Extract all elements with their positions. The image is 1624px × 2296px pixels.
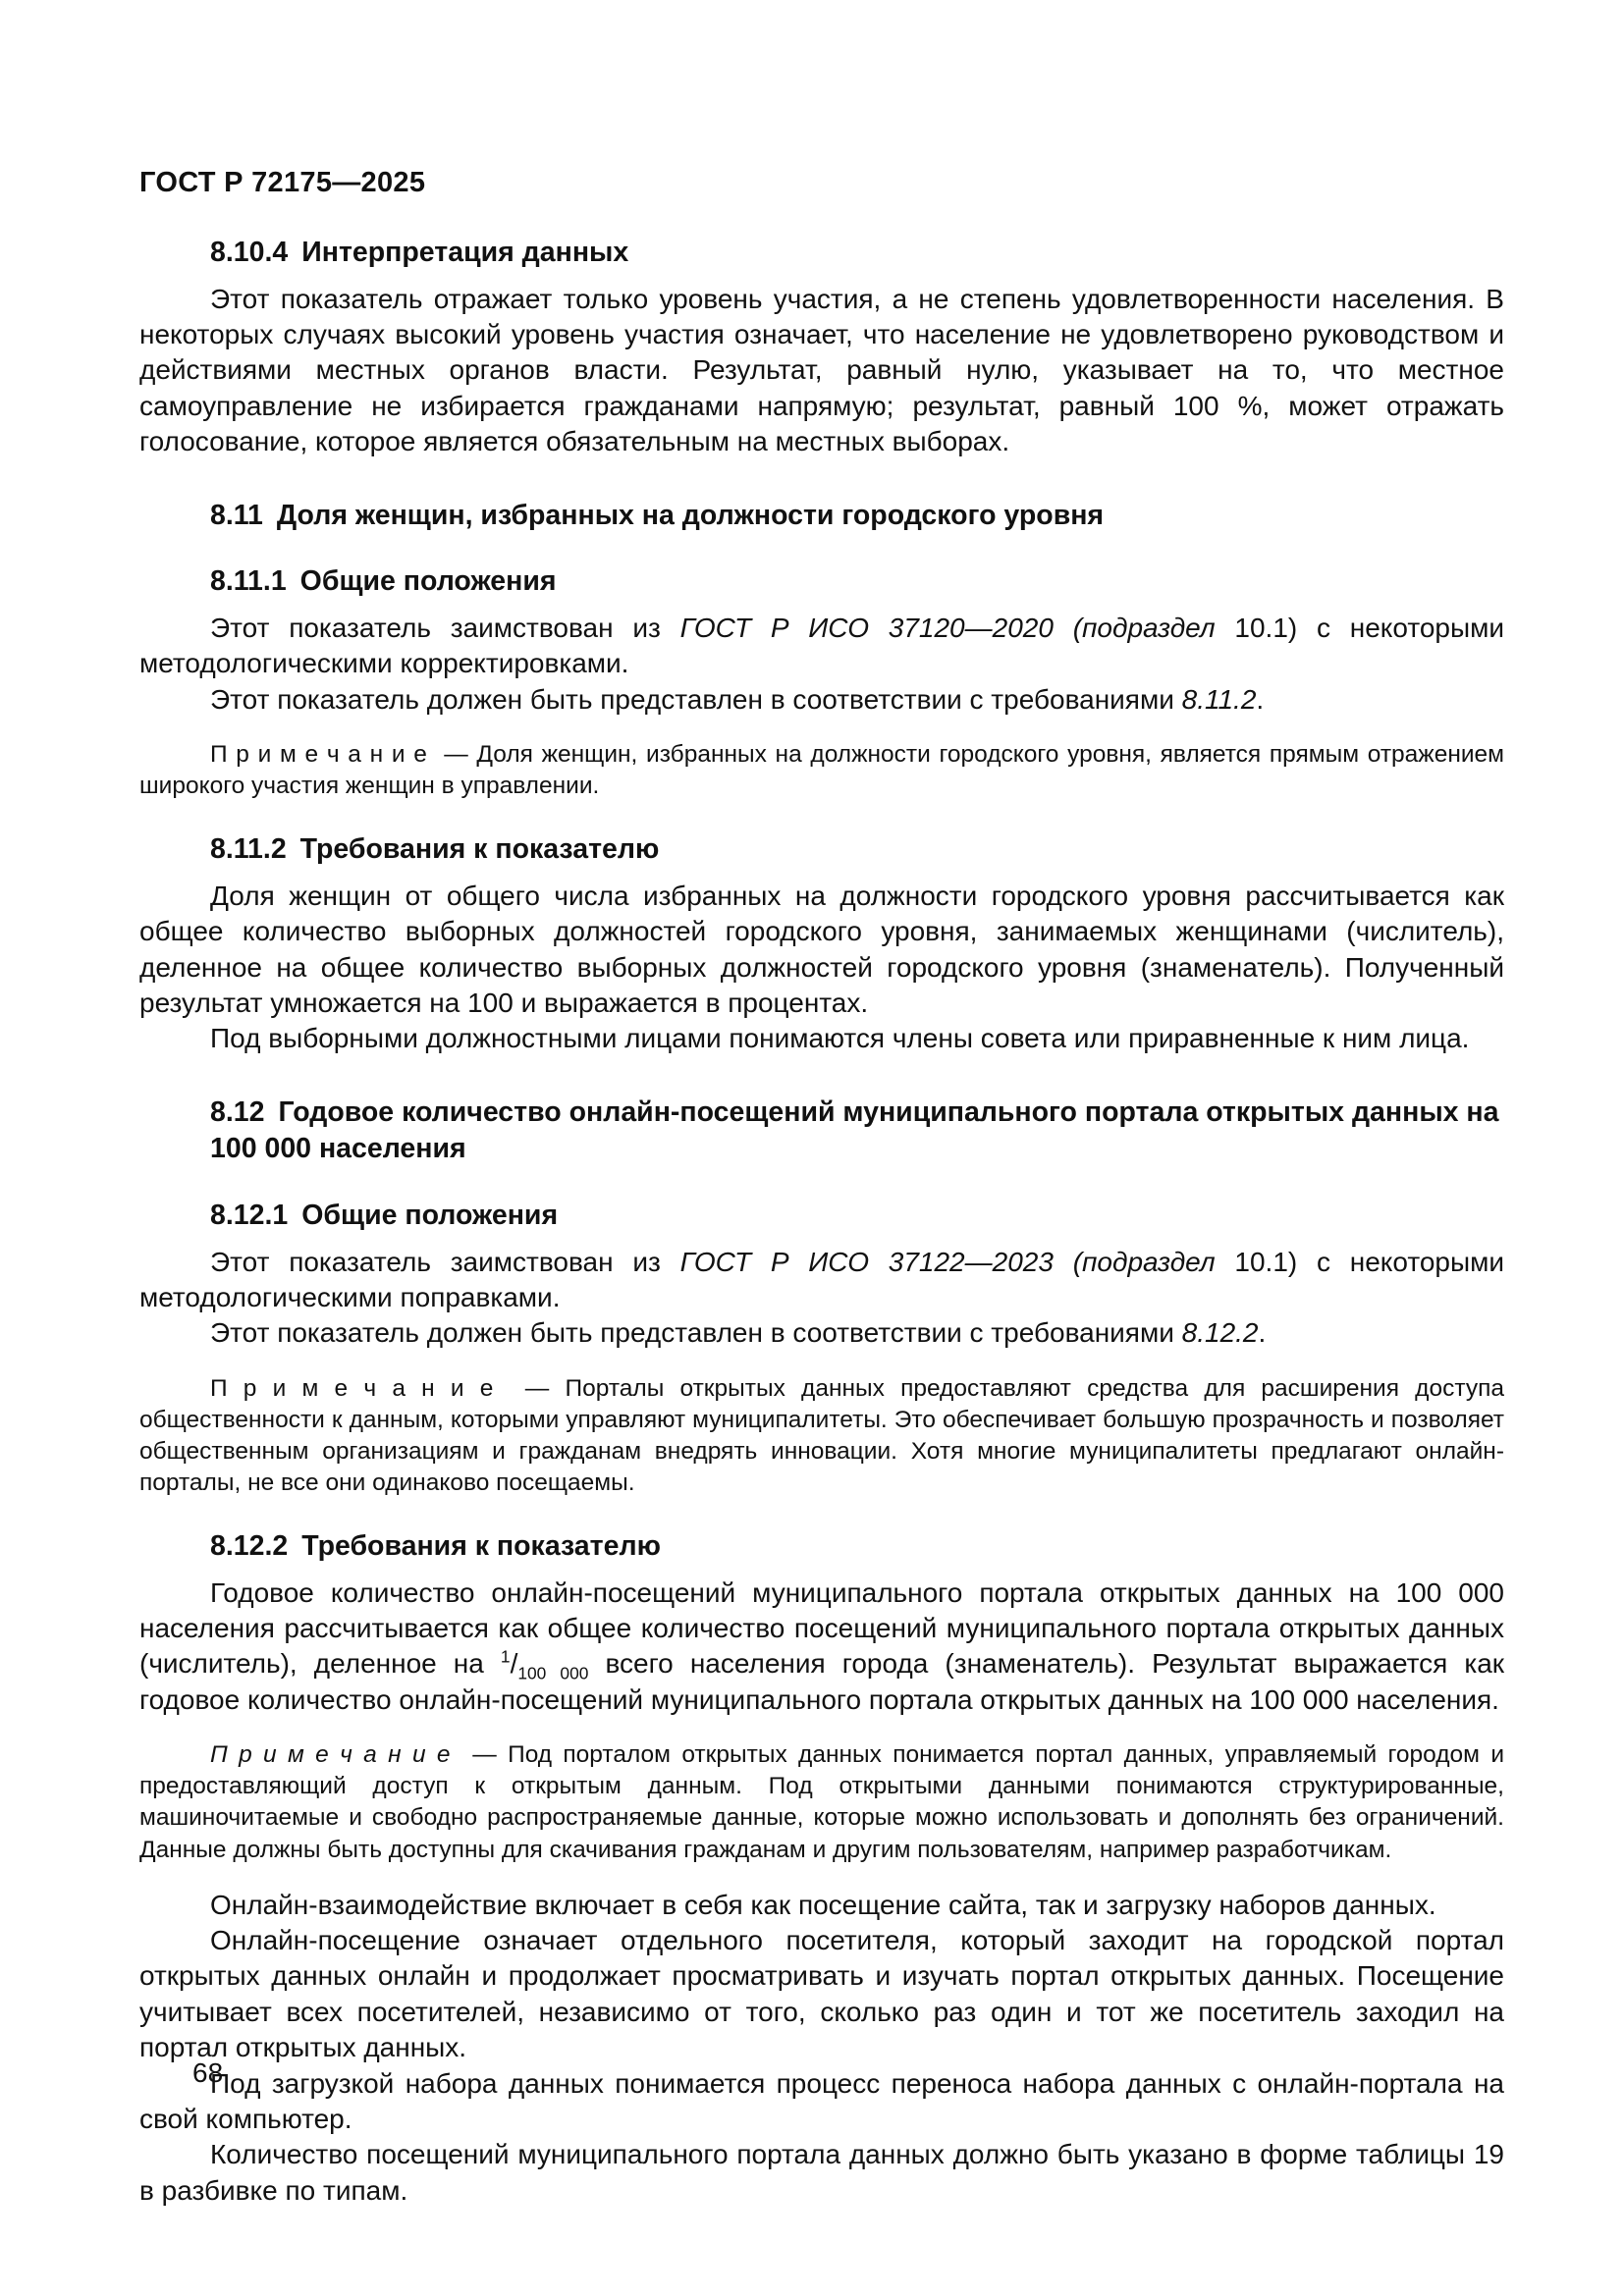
heading-number: 8.12.1 xyxy=(210,1199,289,1231)
document-body xyxy=(139,235,1504,2209)
note-dash: — xyxy=(426,740,477,768)
paragraph xyxy=(139,1575,1504,1719)
text-run: Этот показатель отражает только уровень участия, а не степень удовлетворенности населения. В некоторых случаях высокий уровень участия означает, что население не удовлетворено руководством и действиями местных органов власти. Результат, равный нулю, указывает на то, что местное самоуправление не избирается гражданами напрямую; результат, равный 100 %, может отражать голосование, которое является обязательным на местных выборах. xyxy=(139,283,1504,457)
subscript-run: 100 000 xyxy=(517,1664,589,1684)
superscript-run: 1 xyxy=(500,1647,511,1668)
paragraph xyxy=(139,1923,1504,2066)
heading-number: 8.11 xyxy=(210,499,263,531)
paragraph xyxy=(139,879,1504,1022)
paragraph xyxy=(139,1021,1504,1056)
heading-number: 8.12.2 xyxy=(210,1530,289,1563)
text-run: Этот показатель заимствован из xyxy=(210,612,680,643)
note-block xyxy=(139,1739,1504,1865)
note-label: П р и м е ч а н и е xyxy=(210,1741,451,1769)
section-heading xyxy=(139,563,1504,601)
heading-title: Требования к показателю xyxy=(299,833,660,866)
text-run: Доля женщин от общего числа избранных на должности городского уровня рассчитывается как общее количество выборных должностей городского уровня, занимаемых женщинами (числитель), деленное на общее количество выборных должностей городского уровня (знаменатель). Полученный результат умножается на 100 и выражается в процентах. xyxy=(139,880,1504,1018)
paragraph xyxy=(139,2066,1504,2138)
paragraph xyxy=(139,1245,1504,1316)
section-heading xyxy=(139,1198,1504,1235)
italic-text-run: ГОСТ Р ИСО 37122—2023 (подраздел xyxy=(679,1246,1216,1277)
note-label: П р и м е ч а н и е xyxy=(210,740,427,768)
text-run: Под порталом открытых данных понимается портал данных, управляемый городом и предоставляющий доступ к открытым данным. Под открытыми данными понимаются структурированные, машиночитаемые и свободно распространяемые данные, которые можно использовать и дополнять без ограничений. Данные должны быть доступны для скачивания гражданам и другим пользователям, например разработчикам. xyxy=(139,1741,1505,1863)
heading-title: Годовое количество онлайн-посещений муниципального портала открытых данных на 100 000 населения xyxy=(210,1095,1499,1165)
section-heading xyxy=(139,831,1504,869)
paragraph xyxy=(139,611,1504,682)
document-designation-header: ГОСТ Р 72175—2025 xyxy=(139,167,426,198)
heading-title: Общие положения xyxy=(301,1199,559,1231)
section-heading xyxy=(139,235,1504,272)
paragraph xyxy=(139,282,1504,460)
text-run: . xyxy=(1258,1317,1267,1349)
text-run: 10.1) с некоторыми методологическими поправками. xyxy=(139,1246,1504,1312)
text-run: 10.1) с некоторыми методологическими корректировками. xyxy=(139,612,1504,679)
italic-text-run: 8.11.2 xyxy=(1181,683,1257,715)
note-dash: — xyxy=(450,1741,509,1769)
note-dash: — xyxy=(493,1374,566,1402)
heading-number: 8.12 xyxy=(210,1095,265,1128)
section-heading xyxy=(139,1095,1504,1168)
paragraph xyxy=(139,1888,1504,1923)
heading-title: Интерпретация данных xyxy=(301,237,629,268)
text-run: Годовое количество онлайн-посещений муниципального портала открытых данных на 100 000 населения рассчитывается как общее количество посещений муниципального портала открытых данных (числитель), деленное на xyxy=(139,1576,1504,1680)
text-run: Этот показатель заимствован из xyxy=(210,1246,680,1277)
text-run: Этот показатель должен быть представлен в соответствии с требованиями xyxy=(210,683,1182,715)
italic-text-run: 8.12.2 xyxy=(1181,1317,1259,1349)
note-block xyxy=(139,1373,1504,1499)
heading-number: 8.11.2 xyxy=(210,833,287,866)
text-run: Под выборными должностными лицами понимаются члены совета или приравненные к ним лица. xyxy=(210,1023,1470,1054)
text-run: всего населения города (знаменатель). Результат выражается как годовое количество онлайн-посещений муниципального портала открытых данных на 100 000 населения. xyxy=(139,1648,1505,1715)
heading-number: 8.10.4 xyxy=(210,237,289,268)
section-heading xyxy=(139,1528,1504,1566)
note-label: П р и м е ч а н и е xyxy=(210,1374,494,1402)
text-run: Онлайн-посещение означает отдельного посетителя, который заходит на городской портал открытых данных онлайн и продолжает просматривать и изучать портал открытых данных. Посещение учитывает всех посетителей, независимо от того, сколько раз один и тот же посетитель заходил на портал открытых данных. xyxy=(139,1925,1504,2063)
note-block xyxy=(139,739,1504,802)
text-run: Под загрузкой набора данных понимается процесс переноса набора данных с онлайн-портала на свой компьютер. xyxy=(139,2067,1504,2134)
text-run: . xyxy=(1256,683,1265,715)
text-run: Онлайн-взаимодействие включает в себя как посещение сайта, так и загрузку наборов данных. xyxy=(210,1889,1436,1920)
paragraph xyxy=(139,2137,1504,2209)
heading-number: 8.11.1 xyxy=(210,565,287,598)
text-run: / xyxy=(510,1648,518,1680)
text-run: Порталы открытых данных предоставляют средства для расширения доступа общественности к данным, которыми управляют муниципалитеты. Это обеспечивает большую прозрачность и позволяет общественным организациям и гражданам внедрять инновации. Хотя многие муниципалитеты предлагают онлайн-порталы, не все они одинаково посещаемы. xyxy=(139,1374,1504,1496)
section-heading xyxy=(139,498,1504,535)
paragraph xyxy=(139,682,1504,718)
heading-title: Общие положения xyxy=(299,565,557,598)
italic-text-run: ГОСТ Р ИСО 37120—2020 (подраздел xyxy=(679,612,1216,643)
text-run: Доля женщин, избранных на должности городского уровня, является прямым отражением широкого участия женщин в управлении. xyxy=(139,740,1504,800)
page-number: 68 xyxy=(192,2057,224,2088)
heading-title: Требования к показателю xyxy=(301,1530,661,1563)
paragraph xyxy=(139,1315,1504,1351)
heading-title: Доля женщин, избранных на должности городского уровня xyxy=(276,499,1105,531)
text-run: Количество посещений муниципального портала данных должно быть указано в форме таблицы 19 в разбивке по типам. xyxy=(139,2139,1504,2206)
text-run: Этот показатель должен быть представлен в соответствии с требованиями xyxy=(210,1317,1182,1349)
